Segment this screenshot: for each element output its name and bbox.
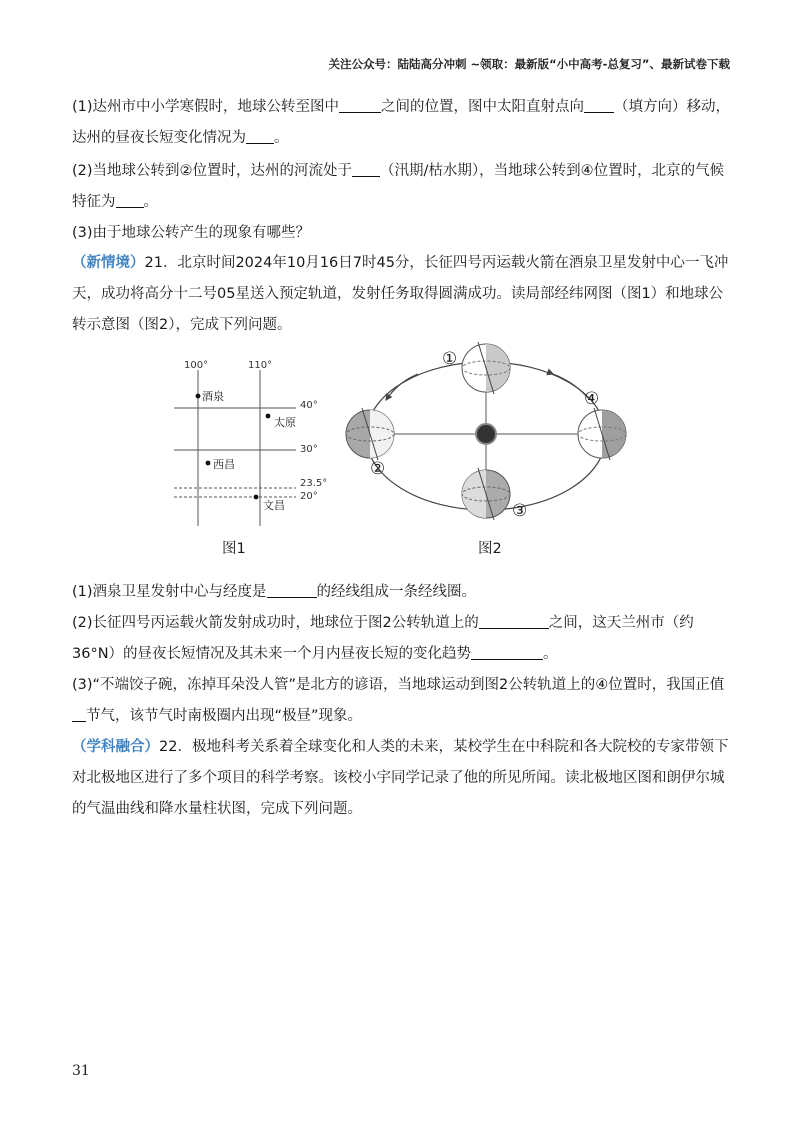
lon-label-100: 100° [184, 360, 209, 371]
q22-intro [72, 732, 732, 825]
answer-blank[interactable] [339, 96, 381, 113]
lat-label-30: 30° [300, 444, 318, 455]
q20-sub3: (3)由于地球公转产生的现象有哪些？ [72, 225, 311, 241]
city-label-jiuquan: 酒泉 [202, 390, 224, 403]
earth-position-3 [462, 468, 510, 520]
lat-label-20: 20° [300, 491, 318, 502]
answer-blank[interactable] [72, 705, 86, 722]
position-label-3: ③ [512, 501, 528, 521]
sun-icon [476, 424, 496, 444]
city-dot-taiyuan [266, 414, 271, 419]
answer-blank[interactable] [116, 191, 144, 208]
answer-blank[interactable] [352, 160, 380, 177]
q21-sub1-text-a: (1)酒泉卫星发射中心与经度是 [72, 584, 267, 600]
orbit-arrow [553, 374, 588, 398]
answer-blank[interactable] [267, 581, 317, 598]
answer-blank[interactable] [471, 643, 543, 660]
figure-1-caption: 图1 [222, 541, 246, 557]
q21-sub2-text-a: (2)长征四号丙运载火箭发射成功时，地球位于图2公转轨道上的 [72, 615, 479, 631]
city-label-taiyuan: 太原 [274, 416, 296, 429]
q21-intro-text: 21．北京时间2024年10月16日7时45分，长征四号丙运载火箭在酒泉卫星发射中心一飞冲天，成功将高分十二号05星送入预定轨道，发射任务取得圆满成功。读局部经纬网图（图1）和地球公转示意图（图2），完成下列问题。 [72, 255, 729, 333]
q21-intro [72, 248, 732, 341]
lon-label-110: 110° [248, 360, 273, 371]
position-label-2: ② [370, 459, 386, 479]
page-number: 31 [72, 1063, 90, 1079]
q21-tag: （新情境） [72, 255, 145, 271]
q20-sub1-text-d: 。 [274, 130, 289, 146]
figure-2-caption: 图2 [478, 541, 502, 557]
q20-sub1-text-a: (1)达州市中小学寒假时，地球公转至图中 [72, 99, 340, 115]
earth-position-1 [462, 342, 510, 394]
q21-sub3-text-a: (3)“不端饺子碗，冻掉耳朵没人管”是北方的谚语，当地球运动到图2公转轨道上的④位置时，我国正值 [72, 677, 725, 693]
q22-intro-text: 22．极地科考关系着全球变化和人类的未来，某校学生在中科院和各大院校的专家带领下对北极地区进行了多个项目的科学考察。该校小宇同学记录了他的所见所闻。读北极地区图和朗伊尔城的气温曲线和降水量柱状图，完成下列问题。 [72, 739, 729, 817]
q20-sub1-text-b: 之间的位置，图中太阳直射点向 [381, 99, 585, 115]
q22-tag: （学科融合） [72, 739, 159, 755]
figure-1-graticule [168, 352, 340, 532]
q20-sub2-text-a: (2)当地球公转到②位置时，达州的河流处于 [72, 163, 353, 179]
answer-blank[interactable] [479, 612, 549, 629]
city-label-wenchang: 文昌 [263, 499, 285, 512]
q21-sub1-text-b: 的经线组成一条经线圈。 [316, 584, 477, 600]
earth-position-4 [578, 408, 626, 460]
q21-sub3 [72, 670, 732, 732]
lat-label-40: 40° [300, 400, 318, 411]
city-dot-xichang [206, 461, 211, 466]
position-label-4: ④ [584, 389, 600, 409]
lat-label-23-5: 23.5° [300, 478, 328, 489]
answer-blank[interactable] [584, 96, 614, 113]
q20-sub1 [72, 92, 732, 154]
q21-sub2 [72, 608, 732, 670]
earth-position-2 [346, 408, 394, 460]
q20-sub2-text-c: 。 [143, 194, 158, 210]
q20-sub1-text-c: （填方向）移动，达州的昼夜长短变化情况为 [72, 99, 731, 146]
q20-sub2 [72, 156, 732, 218]
figure-2-orbit [338, 342, 634, 530]
q21-sub2-text-b: 之间，这天兰州市（约36°N）的昼夜长短情况及其未来一个月内昼夜长短的变化趋势 [72, 615, 694, 662]
answer-blank[interactable] [246, 127, 274, 144]
page-header: 关注公众号：陆陆高分冲刺 ~领取：最新版“小中高考-总复习”、最新试卷下载 [328, 57, 730, 71]
position-label-1: ① [442, 349, 458, 369]
q20-sub2-text-b: （汛期/枯水期），当地球公转到④位置时，北京的气候特征为 [72, 163, 725, 210]
q21-sub3-text-b: 节气，该节气时南极圈内出现“极昼”现象。 [86, 708, 363, 724]
orbit-arrow [386, 374, 418, 400]
q21-sub2-text-c: 。 [543, 646, 558, 662]
q21-sub1 [72, 577, 732, 608]
city-dot-wenchang [254, 495, 259, 500]
city-dot-jiuquan [196, 394, 201, 399]
city-label-xichang: 西昌 [213, 458, 235, 471]
